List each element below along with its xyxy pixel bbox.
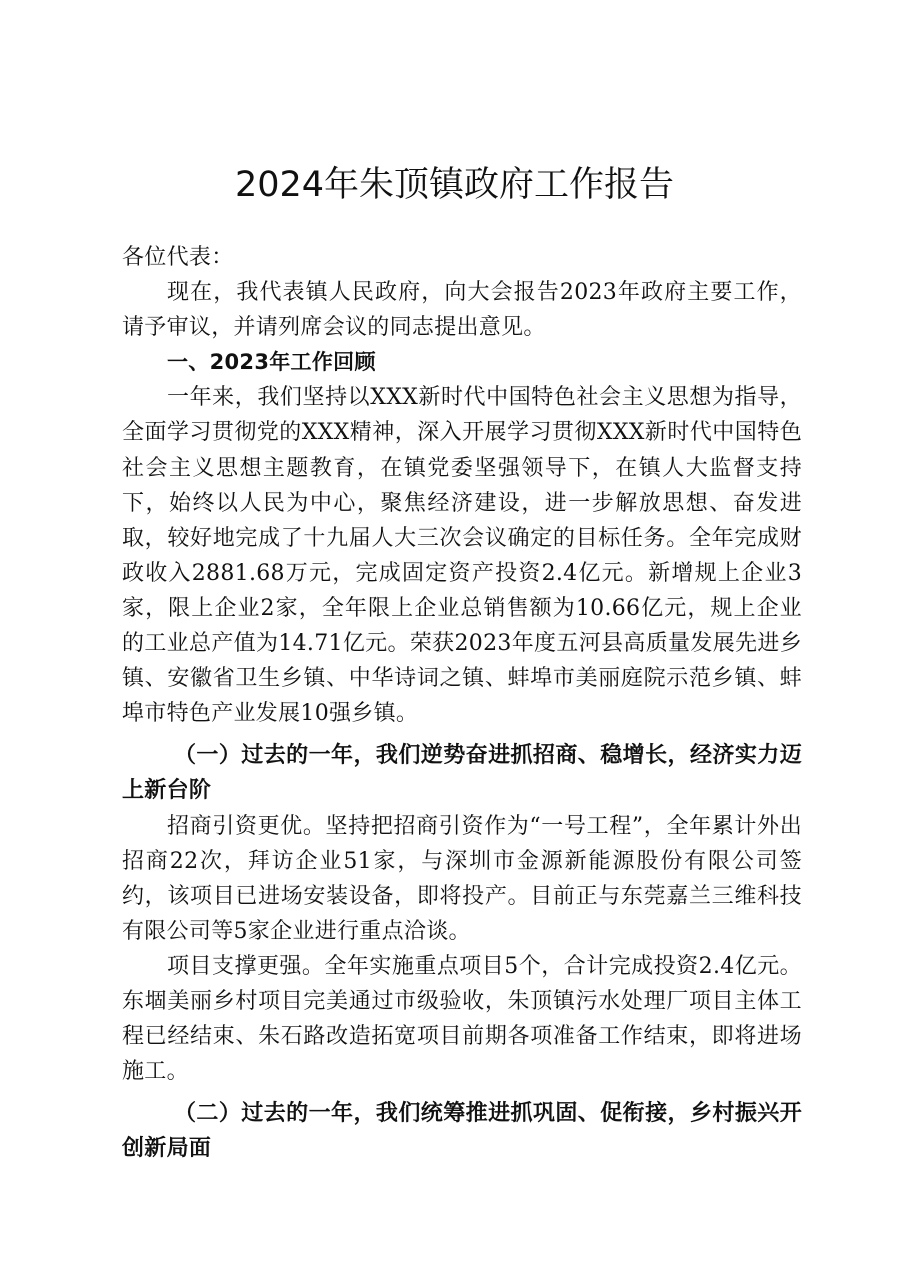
subsection-heading-rural: （二）过去的一年，我们统筹推进抓巩固、促衔接，乡村振兴开创新局面 (122, 1100, 802, 1162)
salutation: 各位代表： (122, 245, 234, 270)
intro-paragraph: 现在，我代表镇人民政府，向大会报告2023年政府主要工作，请予审议，并请列席会议的同志提出意见。 (122, 280, 802, 341)
projects-paragraph: 项目支撑更强。全年实施重点项目5个，合计完成投资2.4亿元。东堌美丽乡村项目完美通过市级验收，朱顶镇污水处理厂项目主体工程已经结束、朱石路改造拓宽项目前期各项准备工作结束，即将进场施工。 (122, 953, 802, 1085)
section-heading-review: 一、2023年工作回顾 (167, 350, 376, 375)
document-title: 2024年朱顶镇政府工作报告 (234, 165, 675, 205)
review-paragraph: 一年来，我们坚持以XXX新时代中国特色社会主义思想为指导，全面学习贯彻党的XXX精神，深入开展学习贯彻XXX新时代中国特色社会主义思想主题教育，在镇党委坚强领导下，在镇人大监督支持下，始终以人民为中心，聚焦经济建设，进一步解放思想、奋发进取，较好地完成了十九届人大三次会议确定的目标任务。全年完成财政收入2881.68万元，完成固定资产投资2.4亿元。新增规上企业3家，限上企业2家，全年限上企业总销售额为10.66亿元，规上企业的工业总产值为14.71亿元。荣获2023年度五河县高质量发展先进乡镇、安徽省卫生乡镇、中华诗词之镇、蚌埠市美丽庭院示范乡镇、蚌埠市特色产业发展10强乡镇。 (122, 385, 802, 727)
document-body (122, 240, 802, 1166)
investment-paragraph: 招商引资更优。坚持把招商引资作为“一号工程”，全年累计外出招商22次，拜访企业51家，与深圳市金源新能源股份有限公司签约，该项目已进场安装设备，即将投产。目前正与东莞嘉兰三维科技有限公司等5家企业进行重点洽谈。 (122, 813, 802, 944)
subsection-heading-economy: （一）过去的一年，我们逆势奋进抓招商、稳增长，经济实力迈上新台阶 (122, 742, 802, 804)
